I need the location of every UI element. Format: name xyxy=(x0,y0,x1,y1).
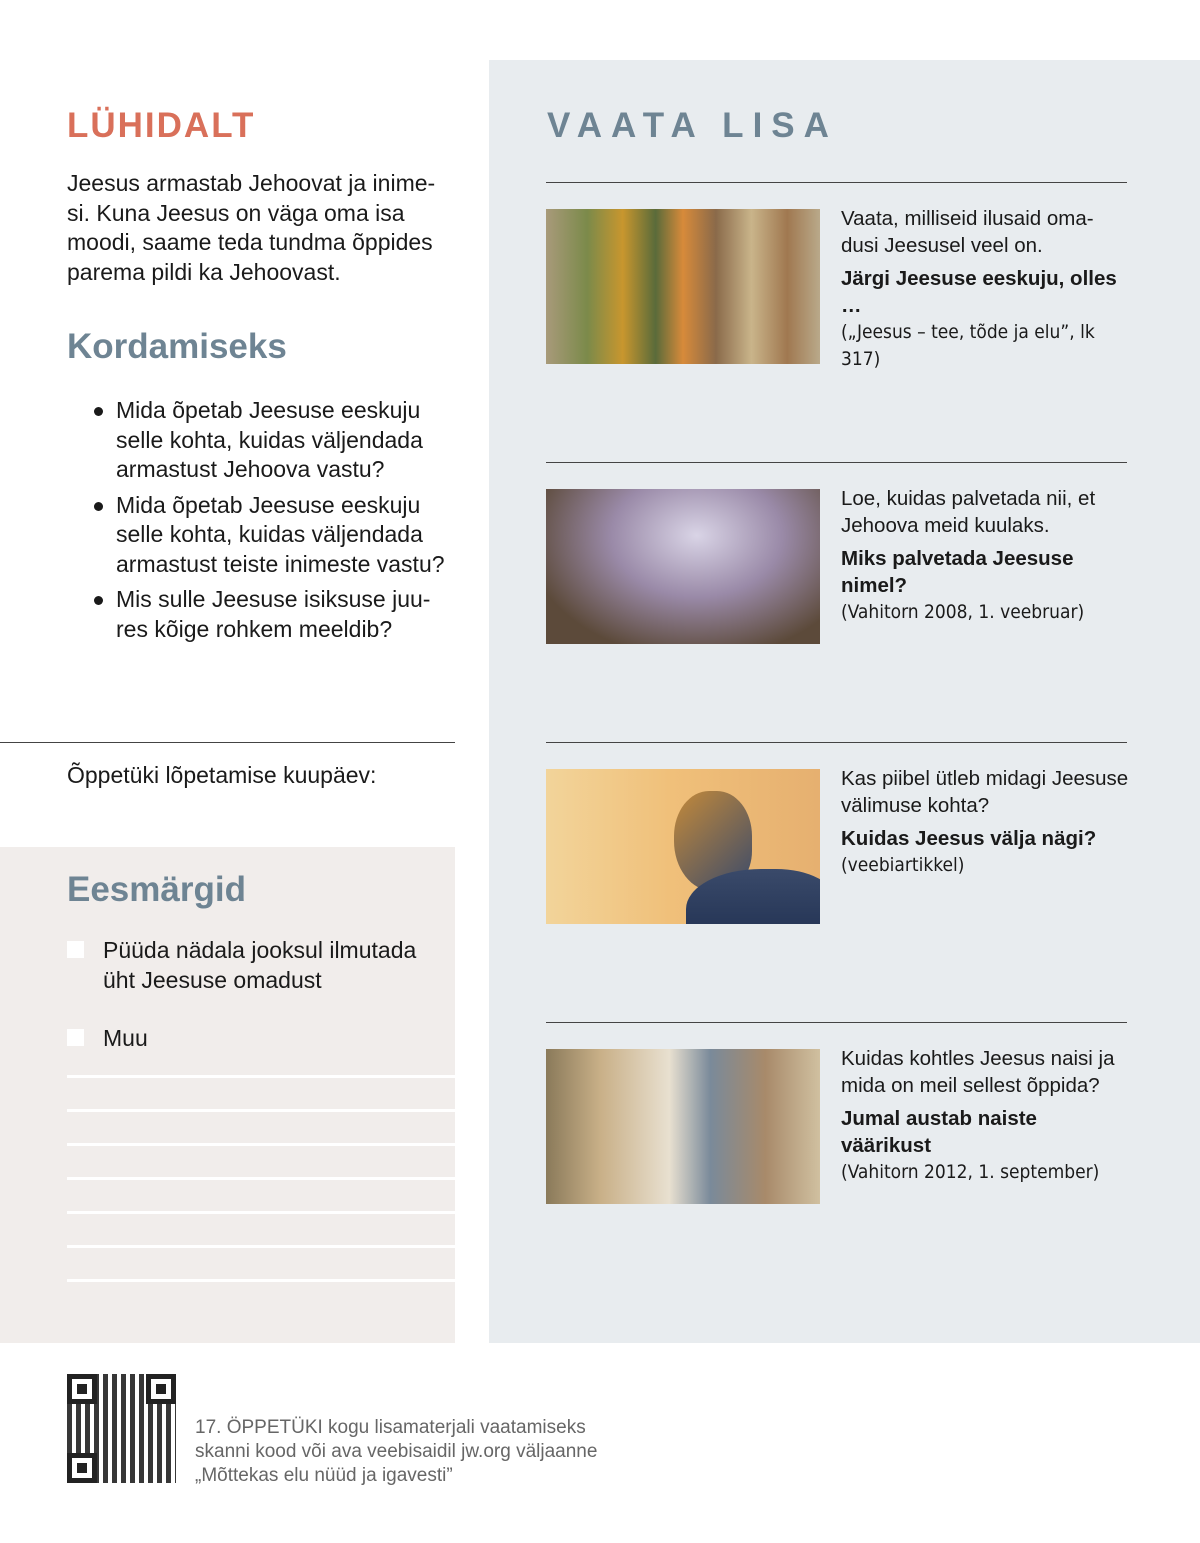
divider xyxy=(546,1022,1127,1023)
qr-finder xyxy=(67,1453,97,1483)
review-question: Mis sulle Jeesuse isiksuse juu-res kõige rohkem meeldib? xyxy=(92,585,452,644)
footer-text xyxy=(195,1416,597,1488)
footer-line: 17. ÖPPETÜKI kogu lisamaterjali vaatamiseks xyxy=(195,1417,586,1438)
writing-line[interactable] xyxy=(67,1177,455,1180)
resource-source: (veebiartikkel) xyxy=(841,854,965,876)
resource-link[interactable]: Miks palvetada Jeesuse nimel? xyxy=(841,547,1074,597)
review-question: Mida õpetab Jeesuse eeskuju selle kohta, kuidas väljendada armastust teiste inimeste vastu? xyxy=(92,491,452,580)
writing-line[interactable] xyxy=(67,1279,455,1282)
resource-2 xyxy=(841,485,1131,626)
goal-item[interactable] xyxy=(67,936,447,995)
jesus-with-women-image[interactable] xyxy=(546,1049,820,1204)
resource-intro: Kas piibel ütleb midagi Jeesuse välimuse kohta? xyxy=(841,767,1129,817)
qr-finder xyxy=(67,1374,97,1404)
resource-source: („Jeesus – tee, tõde ja elu”, lk 317) xyxy=(841,321,1095,370)
resource-3 xyxy=(841,765,1131,879)
writing-line[interactable] xyxy=(67,1109,455,1112)
writing-line[interactable] xyxy=(67,1143,455,1146)
writing-line[interactable] xyxy=(67,1245,455,1248)
goals-box xyxy=(0,847,455,1343)
completion-date-label: Õppetüki lõpetamise kuupäev: xyxy=(67,762,377,788)
resource-link[interactable]: Jumal austab naiste väärikust xyxy=(841,1107,1037,1157)
jesus-praying-image[interactable] xyxy=(546,489,820,644)
qr-finder xyxy=(146,1374,176,1404)
footer-line: „Mõttekas elu nüüd ja igavesti” xyxy=(195,1465,453,1486)
jesus-silhouette-image[interactable] xyxy=(546,769,820,924)
resource-4 xyxy=(841,1045,1131,1186)
writing-line[interactable] xyxy=(67,1211,455,1214)
see-more-title: VAATA LISA xyxy=(547,106,838,145)
resource-1 xyxy=(841,205,1131,373)
divider xyxy=(546,182,1127,183)
goals-title: Eesmärgid xyxy=(67,870,246,909)
checkbox[interactable] xyxy=(67,941,84,958)
resource-link[interactable]: Kuidas Jeesus välja nägi? xyxy=(841,827,1097,850)
goal-label: Püüda nädala jooksul ilmutada üht Jeesuse omadust xyxy=(103,937,417,993)
footer-line: skanni kood või ava veebisaidil jw.org väljaanne xyxy=(195,1441,598,1462)
goal-item[interactable] xyxy=(67,1024,447,1054)
goal-label: Muu xyxy=(103,1025,148,1051)
summary-title: LÜHIDALT xyxy=(67,106,256,145)
summary-text: Jeesus armastab Jehoovat ja inime-si. Kuna Jeesus on väga oma isa moodi, saame teda tundma õppides parema pildi ka Jehoovast. xyxy=(67,170,436,285)
jesus-with-crowd-image[interactable] xyxy=(546,209,820,364)
resource-source: (Vahitorn 2008, 1. veebruar) xyxy=(841,601,1085,623)
resource-intro: Vaata, milliseid ilusaid oma-dusi Jeesusel veel on. xyxy=(841,207,1094,257)
review-list xyxy=(92,396,452,650)
resource-source: (Vahitorn 2012, 1. september) xyxy=(841,1161,1100,1183)
review-title: Kordamiseks xyxy=(67,327,287,366)
divider xyxy=(546,462,1127,463)
resource-intro: Loe, kuidas palvetada nii, et Jehoova meid kuulaks. xyxy=(841,487,1096,537)
resource-intro: Kuidas kohtles Jeesus naisi ja mida on meil sellest õppida? xyxy=(841,1047,1115,1097)
divider xyxy=(0,742,455,743)
review-question: Mida õpetab Jeesuse eeskuju selle kohta, kuidas väljendada armastust Jehoova vastu? xyxy=(92,396,452,485)
divider xyxy=(546,742,1127,743)
checkbox[interactable] xyxy=(67,1029,84,1046)
resource-link[interactable]: Järgi Jeesuse eeskuju, olles … xyxy=(841,267,1117,317)
writing-line[interactable] xyxy=(67,1075,455,1078)
